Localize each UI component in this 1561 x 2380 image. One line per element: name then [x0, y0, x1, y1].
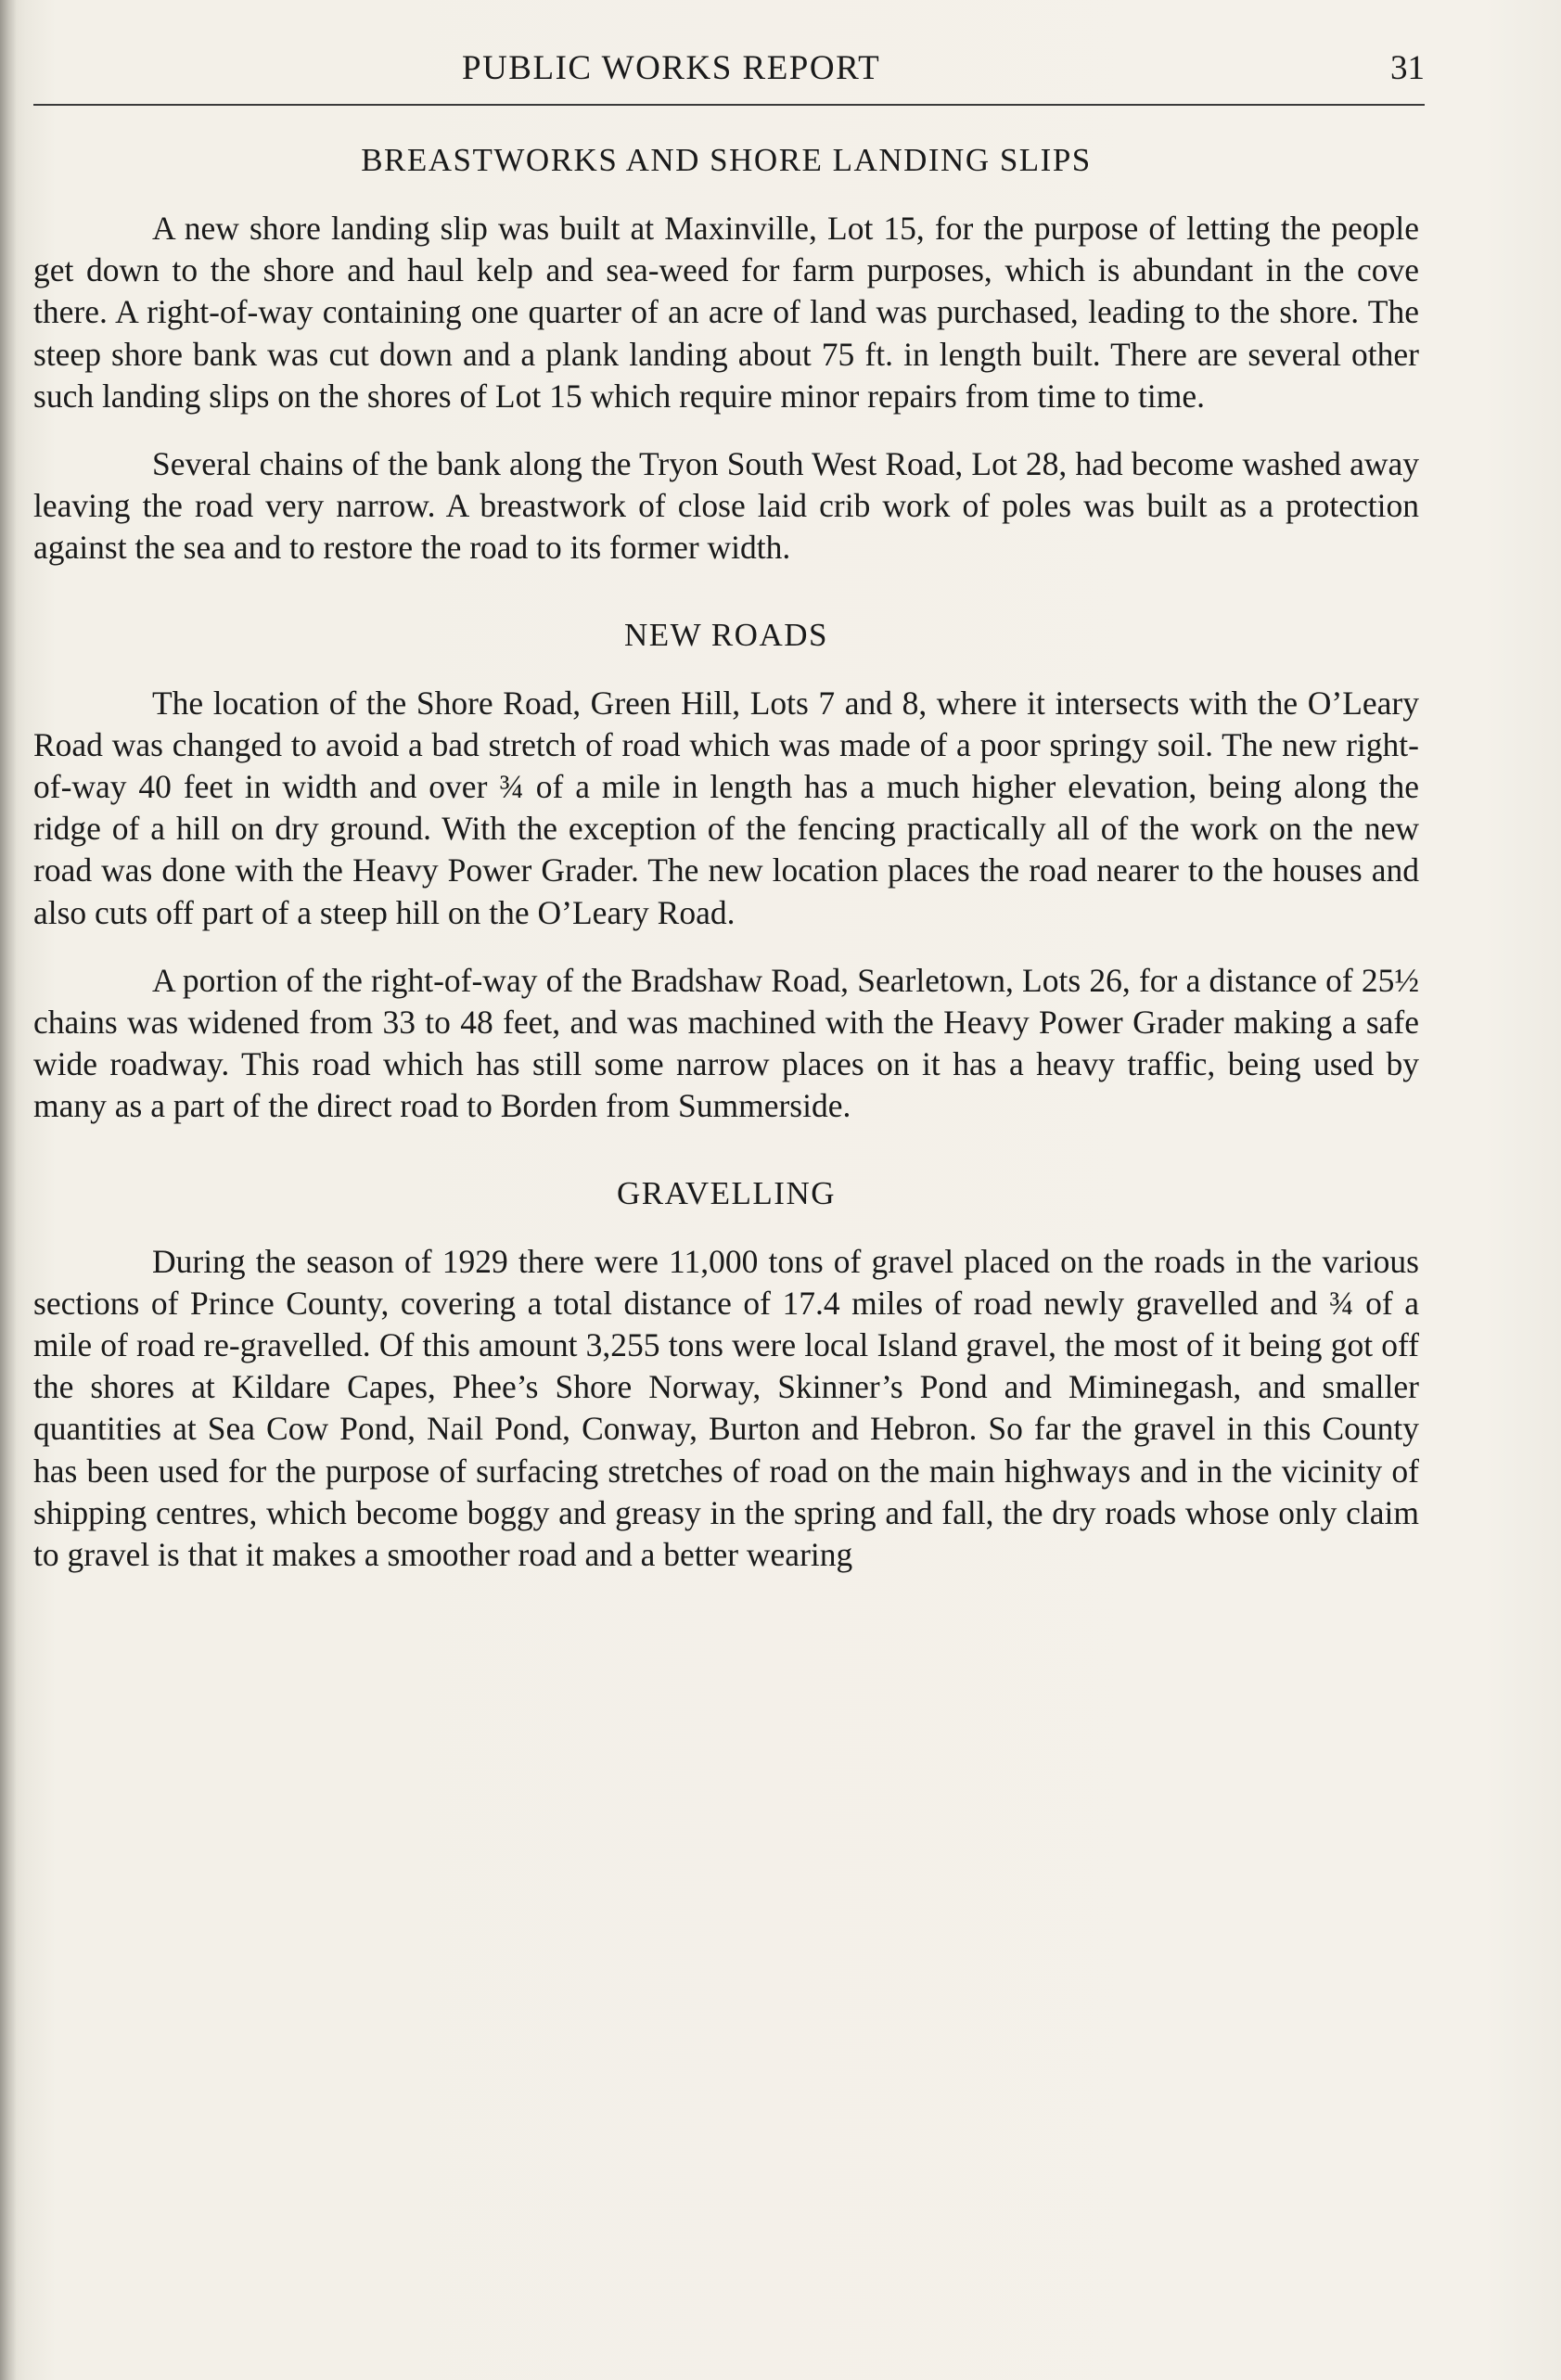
- paragraph: Several chains of the bank along the Tryon South West Road, Lot 28, had become washed away leaving the road very narrow. A breastwork of close laid crib work of poles was built as a protection against the sea and to restore the road to its former width.: [33, 445, 1419, 567]
- paragraph: A new shore landing slip was built at Maxinville, Lot 15, for the purpose of letting the people get down to the shore and haul kelp and sea-weed for farm purposes, which is abundant in the cove there. A right-of-way containing one quarter of an acre of land was purchased, leading to the shore. The steep shore bank was cut down and a plank landing about 75 ft. in length built. There are several other such landing slips on the shores of Lot 15 which require minor repairs from time to time.: [33, 210, 1419, 415]
- running-header: [33, 48, 1425, 106]
- section-heading: GRAVELLING: [616, 1174, 836, 1211]
- running-header-title: PUBLIC WORKS REPORT: [462, 49, 881, 87]
- book-spine-shadow: [0, 0, 17, 2380]
- section-gravelling: [33, 1172, 1419, 1577]
- page-body: [33, 139, 1419, 1602]
- paragraph: During the season of 1929 there were 11,000 tons of gravel placed on the roads in the various sections of Prince County, covering a total distance of 17.4 miles of road newly gravelled and ¾ of a mile of road re-gravelled. Of this amount 3,255 tons were local Island gravel, the most of it being got off the shores at Kildare Capes, Phee’s Shore Norway, Skinner’s Pond and Miminegash, and smaller quantities at Sea Cow Pond, Nail Pond, Conway, Burton and Hebron. So far the gravel in this County has been used for the purpose of surfacing stretches of road on the main highways and in the vicinity of shipping centres, which become boggy and greasy in the spring and fall, the dry roads whose only claim to gravel is that it makes a smoother road and a better wearing: [33, 1242, 1419, 1574]
- section-breastworks: [33, 139, 1419, 569]
- paragraph: The location of the Shore Road, Green Hill, Lots 7 and 8, where it intersects with the O’Leary Road was changed to avoid a bad stretch of road which was made of a poor springy soil. The new right-of-way 40 feet in width and over ¾ of a mile in length has a much higher elevation, being along the ridge of a hill on dry ground. With the exception of the fencing practically all of the work on the new road was done with the Heavy Power Grader. The new location places the road nearer to the houses and also cuts off part of a steep hill on the O’Leary Road.: [33, 684, 1419, 931]
- paragraph: A portion of the right-of-way of the Bradshaw Road, Searletown, Lots 26, for a distance of 25½ chains was widened from 33 to 48 feet, and was machined with the Heavy Power Grader making a safe wide roadway. This road which has still some narrow places on it has a heavy traffic, being used by many as a part of the direct road to Borden from Summerside.: [33, 961, 1419, 1125]
- page-number: 31: [1390, 49, 1425, 87]
- section-heading: NEW ROADS: [624, 616, 828, 653]
- section-new-roads: [33, 614, 1419, 1128]
- section-heading: BREASTWORKS AND SHORE LANDING SLIPS: [361, 142, 1092, 178]
